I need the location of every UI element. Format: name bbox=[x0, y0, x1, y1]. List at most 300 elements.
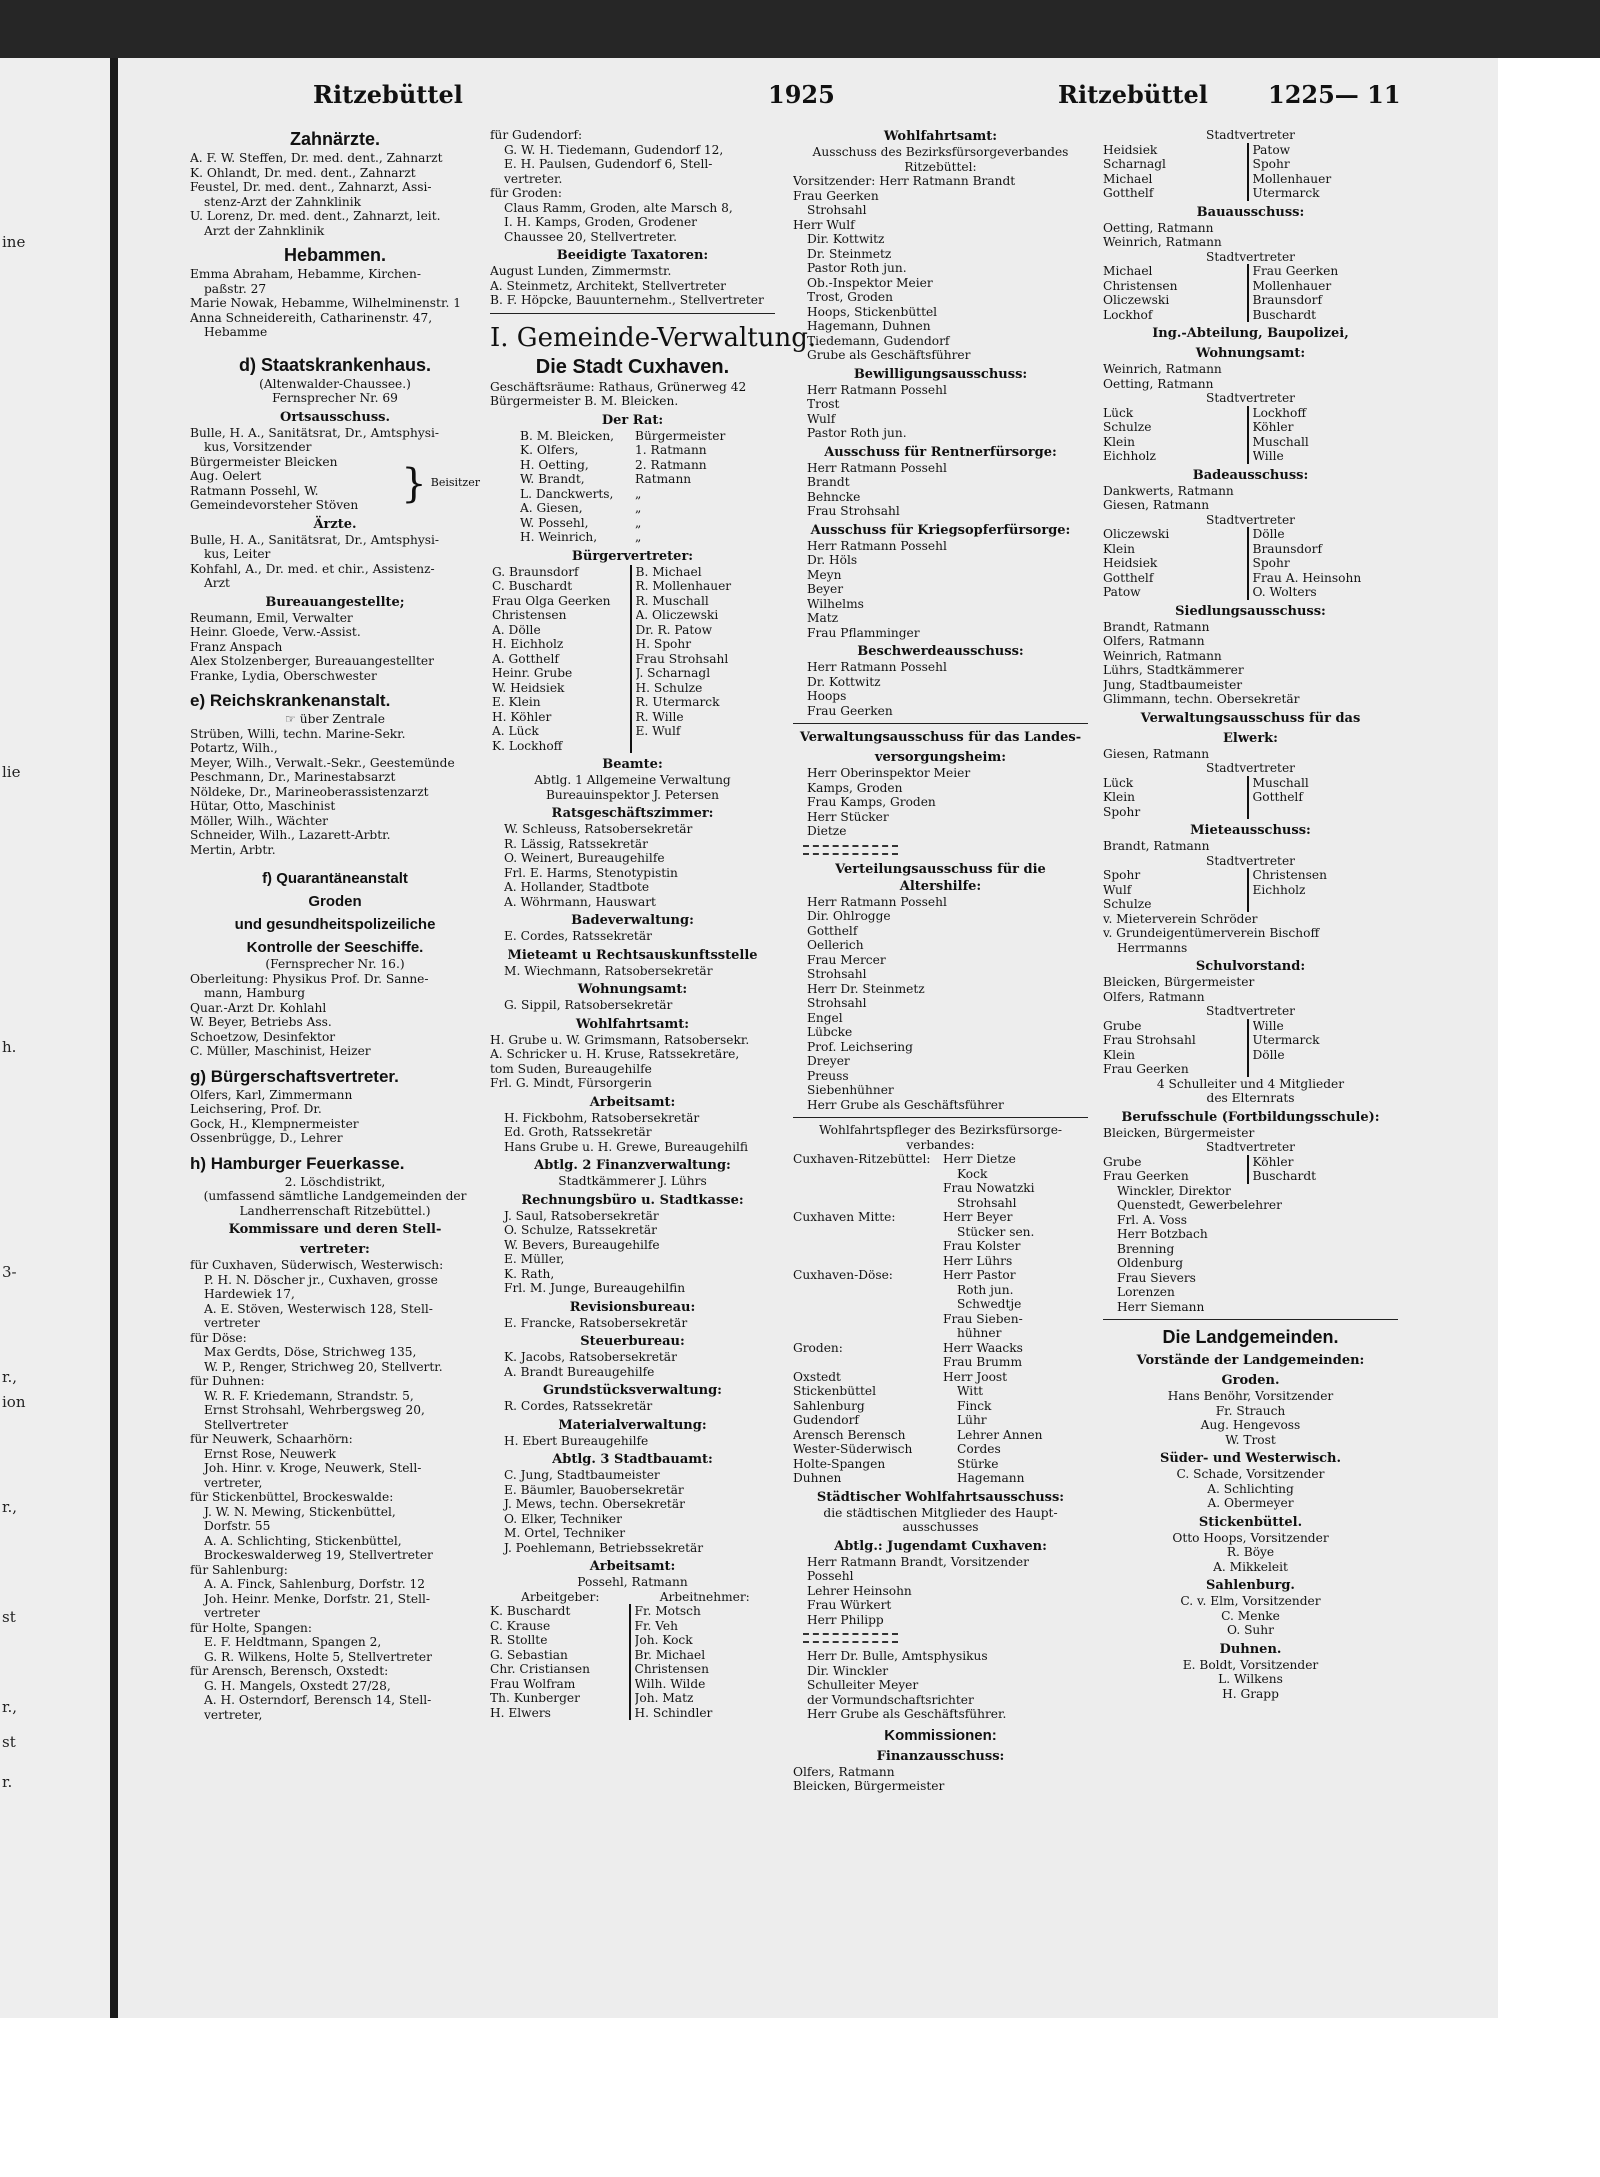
text-line: Herr Dr. Bulle, Amtsphysikus bbox=[807, 1649, 988, 1663]
text-line: Fr. Strauch bbox=[1215, 1403, 1286, 1418]
siedlung-list bbox=[1103, 620, 1398, 707]
sv8-title: Stadtvertreter bbox=[1205, 1140, 1295, 1154]
sv8-table bbox=[1103, 1155, 1398, 1184]
table-cell: 2. Ratmann bbox=[635, 457, 707, 472]
reichs-list bbox=[190, 727, 480, 858]
text-line: K. Ohlandt, Dr. med. dent., Zahnarzt bbox=[190, 165, 416, 180]
stickenbuettel-title: Stickenbüttel. bbox=[1198, 1514, 1303, 1530]
badeverwaltung-title: Badeverwaltung: bbox=[571, 913, 694, 928]
beisitzer-list bbox=[190, 455, 397, 513]
text-line: Behncke bbox=[807, 489, 861, 504]
text-line: W. Beyer, Betriebs Ass. bbox=[190, 1015, 332, 1029]
table-cell: Christensen bbox=[1103, 279, 1249, 294]
table-cell: Bürgermeister bbox=[635, 428, 726, 443]
table-cell: Frau Geerken bbox=[1103, 1169, 1249, 1184]
text-line: Herr Wulf bbox=[793, 217, 855, 232]
aerzte-list bbox=[190, 533, 480, 591]
text-line: Ritzebüttel: bbox=[904, 159, 977, 174]
text-line: Feustel, Dr. med. dent., Zahnarzt, Assi- bbox=[190, 180, 432, 194]
table-cell: Herr Waacks bbox=[943, 1340, 1023, 1355]
table-cell: Cuxhaven-Ritzebüttel: bbox=[793, 1152, 931, 1166]
aerzte-title: Ärzte. bbox=[313, 516, 357, 532]
text-line: Herr Botzbach bbox=[1117, 1227, 1208, 1241]
sv6-title: Stadtvertreter bbox=[1205, 853, 1295, 868]
text-line: Nöldeke, Dr., Marineoberassistenzarzt bbox=[190, 784, 429, 799]
sahlenburg-list bbox=[1103, 1594, 1398, 1638]
text-line: Strohsahl bbox=[807, 996, 867, 1010]
bauausschuss-list bbox=[1103, 221, 1398, 250]
text-line: A. Wöhrmann, Hauswart bbox=[504, 894, 656, 909]
mieteausschuss-list bbox=[1103, 839, 1398, 854]
arbeitsamt2-list bbox=[490, 1575, 775, 1590]
table-cell: Gotthelf bbox=[1252, 790, 1303, 804]
text-line: B. F. Höpcke, Bauunternehm., Stellvertreter bbox=[490, 293, 764, 307]
text-line: Stadtkämmerer J. Lührs bbox=[558, 1174, 707, 1188]
table-cell: Klein bbox=[1103, 435, 1249, 450]
text-line: Reumann, Emil, Verwalter bbox=[190, 610, 353, 625]
text-line: Herr Ratmann Possehl bbox=[807, 894, 947, 909]
ortsausschuss-list bbox=[190, 426, 480, 455]
text-line: Landherrenschaft Ritzebüttel.) bbox=[239, 1203, 431, 1218]
rat-title: Der Rat: bbox=[601, 412, 664, 428]
jugendamt-title: Abtlg.: Jugendamt Cuxhaven: bbox=[834, 1538, 1047, 1554]
table-cell bbox=[793, 1283, 943, 1298]
text-line: Otto Hoops, Vorsitzender bbox=[1172, 1530, 1329, 1545]
ratsgeschaeftszimmer-title: Ratsgeschäftszimmer: bbox=[551, 806, 714, 821]
table-cell: R. Wille bbox=[635, 709, 684, 724]
text-line: stenz-Arzt der Zahnklinik bbox=[204, 194, 362, 209]
text-line: Claus Ramm, Groden, alte Marsch 8, bbox=[504, 200, 733, 215]
text-line: Gock, H., Klempnermeister bbox=[190, 1116, 359, 1131]
text-line: ausschusses bbox=[902, 1520, 979, 1534]
text-line: Herr Ratmann Possehl bbox=[807, 660, 947, 674]
table-cell: G. Sebastian bbox=[490, 1648, 631, 1663]
text-line: A. Mikkeleit bbox=[1213, 1559, 1288, 1574]
text-line: für Arensch, Berensch, Oxstedt: bbox=[190, 1664, 389, 1678]
bewilligung-list bbox=[793, 383, 1088, 441]
text-line: I. H. Kamps, Groden, Grodener bbox=[504, 215, 697, 229]
text-line: Leichsering, Prof. Dr. bbox=[190, 1102, 322, 1116]
text-line: Anna Schneidereith, Catharinenstr. 47, bbox=[190, 310, 433, 325]
table-cell: Wille bbox=[1252, 1018, 1284, 1033]
landgemeinden-title: Die Landgemeinden. bbox=[1162, 1327, 1339, 1347]
text-line: Arzt der Zahnklinik bbox=[204, 223, 325, 238]
text-line: (Altenwalder-Chaussee.) bbox=[259, 376, 411, 391]
text-line: A. Schricker u. H. Kruse, Ratssekretäre, bbox=[490, 1047, 740, 1061]
text-line: H. Ebert Bureaugehilfe bbox=[504, 1433, 649, 1448]
schulvorstand-list bbox=[1103, 975, 1398, 1004]
staedtischer-ausschuss-title: Städtischer Wohlfahrtsausschuss: bbox=[816, 1489, 1065, 1505]
arbeitsamt-title: Arbeitsamt: bbox=[589, 1094, 676, 1110]
taxatoren-list bbox=[490, 264, 775, 308]
text-line: A. F. W. Steffen, Dr. med. dent., Zahnarzt bbox=[190, 151, 443, 165]
table-cell: Wille bbox=[1252, 449, 1284, 463]
text-line: Olfers, Ratmann bbox=[1103, 989, 1205, 1004]
table-cell: Spohr bbox=[1252, 556, 1290, 570]
text-line: Lorenzen bbox=[1117, 1285, 1175, 1299]
table-cell: Köhler bbox=[1252, 420, 1294, 434]
quarantaene-title bbox=[190, 869, 480, 957]
header-year: 1925 bbox=[768, 80, 835, 109]
table-cell: H. Köhler bbox=[492, 710, 632, 725]
text-line: Herr Stücker bbox=[807, 809, 889, 824]
text-line: Meyn bbox=[807, 567, 842, 582]
table-cell: Fr. Motsch bbox=[634, 1604, 701, 1618]
table-cell: Christensen bbox=[634, 1662, 709, 1676]
text-line: für Döse: bbox=[190, 1330, 247, 1345]
hebammen-title: Hebammen. bbox=[283, 245, 387, 265]
quarantaene-list bbox=[190, 972, 480, 1059]
rechnungsbuero-title: Rechnungsbüro u. Stadtkasse: bbox=[521, 1192, 744, 1208]
spine-text-fragment: 3- bbox=[2, 1263, 17, 1281]
table-cell: Lehrer Annen bbox=[957, 1427, 1043, 1442]
table-cell: W. Heidsiek bbox=[492, 681, 632, 696]
table-cell: Holte-Spangen bbox=[793, 1456, 886, 1471]
table-cell: Cordes bbox=[957, 1442, 1001, 1456]
ortsausschuss-title: Ortsausschuss. bbox=[280, 409, 390, 425]
text-line: K. Jacobs, Ratsobersekretär bbox=[504, 1350, 677, 1364]
text-line: Herr Oberinspektor Meier bbox=[807, 766, 971, 780]
text-line: Potartz, Wilh., bbox=[190, 741, 278, 755]
text-line: Lührs, Stadtkämmerer bbox=[1103, 663, 1244, 677]
table-cell: Muschall bbox=[1252, 775, 1309, 790]
spine-text-fragment: ion bbox=[2, 1393, 26, 1411]
text-line: Hans Grube u. H. Grewe, Bureaugehilfi bbox=[504, 1139, 749, 1154]
table-cell: Chr. Cristiansen bbox=[490, 1662, 631, 1677]
text-line: Arzt bbox=[204, 576, 230, 590]
table-cell: Frau Sieben- bbox=[943, 1311, 1023, 1326]
table-cell: Buschardt bbox=[1252, 1169, 1317, 1183]
table-cell: Grube bbox=[1103, 1155, 1249, 1170]
text-line: O. Suhr bbox=[1227, 1623, 1274, 1637]
text-line: Tiedemann, Gudendorf bbox=[807, 333, 950, 348]
landesversorgungsheim-title bbox=[793, 729, 1088, 766]
text-line: O. Elker, Techniker bbox=[504, 1511, 622, 1526]
duhnen-list bbox=[1103, 1658, 1398, 1702]
table-cell: Lück bbox=[1103, 776, 1249, 791]
table-cell bbox=[793, 1326, 943, 1341]
table-cell: Michael bbox=[1103, 172, 1249, 187]
berufsschule-list bbox=[1103, 1126, 1398, 1141]
scan-top-band bbox=[0, 0, 1600, 58]
table-cell: H. Spohr bbox=[635, 637, 692, 651]
text-line: Dr. Steinmetz bbox=[807, 246, 892, 261]
table-cell: Braunsdorf bbox=[1252, 541, 1322, 556]
text-line: W. Schleuss, Ratsobersekretär bbox=[504, 822, 693, 836]
text-line: für Holte, Spangen: bbox=[190, 1620, 313, 1635]
text-line: Strüben, Willi, techn. Marine-Sekr. bbox=[190, 726, 406, 741]
text-line: G. Sippil, Ratsobersekretär bbox=[504, 998, 673, 1012]
text-line: Brandt bbox=[807, 475, 850, 489]
bauausschuss-title: Bauausschuss: bbox=[1196, 204, 1305, 220]
spine-text-fragment: r., bbox=[2, 1498, 18, 1516]
text-line: Dankwerts, Ratmann bbox=[1103, 483, 1234, 498]
table-cell: J. Scharnagl bbox=[635, 666, 711, 680]
table-cell: Fr. Veh bbox=[634, 1618, 678, 1633]
table-cell: Patow bbox=[1103, 585, 1249, 600]
text-line: C. Schade, Vorsitzender bbox=[1176, 1467, 1325, 1481]
text-line: Herr Ratmann Possehl bbox=[807, 460, 947, 475]
table-cell: Gotthelf bbox=[1103, 571, 1249, 586]
table-cell: A. Oliczewski bbox=[635, 608, 719, 622]
text-line: Frau Mercer bbox=[807, 952, 886, 967]
text-line: H. Fickbohm, Ratsobersekretär bbox=[504, 1110, 700, 1125]
table-cell: Schwedtje bbox=[957, 1297, 1022, 1311]
text-line: Dorfstr. 55 bbox=[204, 1519, 271, 1533]
table-cell: Gudendorf bbox=[793, 1413, 859, 1427]
text-line: für Cuxhaven, Süderwisch, Westerwisch: bbox=[190, 1258, 444, 1272]
text-line: Winckler, Direktor bbox=[1117, 1183, 1231, 1198]
table-cell: Arensch Berensch bbox=[793, 1427, 906, 1442]
table-cell: K. Lockhoff bbox=[492, 739, 632, 754]
zahnaerzte-title: Zahnärzte. bbox=[289, 129, 381, 149]
text-line: Quar.-Arzt Dr. Kohlahl bbox=[190, 1000, 327, 1015]
finanzverwaltung-list bbox=[490, 1174, 775, 1189]
text-line: für Stickenbüttel, Brockeswalde: bbox=[190, 1490, 394, 1504]
beisitzer-group bbox=[190, 455, 480, 513]
schul-note bbox=[1103, 1077, 1398, 1106]
text-line: Trost, Groden bbox=[807, 290, 893, 304]
table-cell: Köhler bbox=[1252, 1154, 1294, 1169]
wohnungsamt-list bbox=[490, 998, 775, 1013]
table-cell: Utermarck bbox=[1252, 186, 1320, 200]
text-line: Dr. Höls bbox=[807, 553, 858, 567]
text-line: versorgungsheim: bbox=[874, 750, 1007, 765]
table-cell: Mollenhauer bbox=[1252, 278, 1332, 293]
text-line: vertreter, bbox=[204, 1475, 263, 1490]
text-line: Beyer bbox=[807, 582, 844, 596]
steuerbureau-list bbox=[490, 1350, 775, 1379]
table-cell: Br. Michael bbox=[634, 1647, 706, 1662]
badeverwaltung-list bbox=[490, 929, 775, 944]
text-line: Herr Philipp bbox=[807, 1612, 884, 1627]
table-cell: Eichholz bbox=[1252, 882, 1306, 897]
table-cell bbox=[793, 1167, 943, 1182]
text-line: des Elternrats bbox=[1206, 1091, 1295, 1105]
table-cell bbox=[1253, 1062, 1399, 1077]
text-line: vertreter bbox=[204, 1606, 260, 1620]
text-line: Pastor Roth jun. bbox=[807, 426, 907, 440]
text-line: Wilhelms bbox=[807, 596, 864, 611]
text-line: Hebamme bbox=[204, 325, 268, 339]
dash-rule bbox=[803, 845, 898, 847]
table-cell: B. M. Bleicken, bbox=[520, 428, 615, 443]
hebammen-list bbox=[190, 267, 480, 340]
text-line: f) Quarantäneanstalt bbox=[262, 870, 408, 887]
mieteausschuss-title: Mieteausschuss: bbox=[1190, 823, 1311, 838]
table-cell bbox=[793, 1181, 943, 1196]
table-cell: Lühr bbox=[957, 1413, 987, 1427]
text-line: Bureauinspektor J. Petersen bbox=[545, 787, 720, 802]
text-line: und gesundheitspolizeiliche bbox=[234, 916, 436, 933]
feuerkasse-sub bbox=[190, 1175, 480, 1219]
table-cell: R. Utermarck bbox=[635, 695, 720, 709]
table-cell: R. Mollenhauer bbox=[635, 579, 732, 593]
text-line: Bulle, H. A., Sanitätsrat, Dr., Amtsphysi- bbox=[190, 532, 439, 547]
groden-title: Groden. bbox=[1221, 1373, 1280, 1388]
text-line: Herr Grube als Geschäftsführer. bbox=[807, 1707, 1007, 1721]
text-line: Herr Ratmann Possehl bbox=[807, 538, 947, 553]
text-line: Emma Abraham, Hebamme, Kirchen- bbox=[190, 267, 421, 281]
text-line: für Duhnen: bbox=[190, 1374, 265, 1388]
text-line: C. Jung, Stadtbaumeister bbox=[504, 1468, 660, 1482]
text-line: Ernst Strohsahl, Wehrbergsweg 20, bbox=[204, 1403, 425, 1417]
table-cell: Frau A. Heinsohn bbox=[1252, 570, 1362, 585]
schulvorstand-title: Schulvorstand: bbox=[1195, 959, 1306, 974]
text-line: verbandes: bbox=[906, 1137, 975, 1152]
sv3-table bbox=[1103, 406, 1398, 464]
table-cell: Dölle bbox=[1252, 1047, 1285, 1062]
table-cell: H. Oetting, bbox=[520, 457, 589, 472]
text-line: W. Bevers, Bureaugehilfe bbox=[504, 1237, 660, 1252]
text-line: vertreter bbox=[204, 1316, 260, 1330]
text-line: A. Obermeyer bbox=[1207, 1496, 1294, 1510]
text-line: Matz bbox=[807, 611, 839, 625]
table-cell: E. Klein bbox=[492, 695, 632, 710]
text-line: kus, Leiter bbox=[204, 547, 271, 561]
text-line: für Sahlenburg: bbox=[190, 1562, 288, 1577]
text-line: A. Steinmetz, Architekt, Stellvertreter bbox=[490, 278, 726, 293]
table-cell bbox=[793, 1254, 943, 1269]
table-cell: hühner bbox=[957, 1326, 1002, 1340]
text-line: Hardewiek 17, bbox=[204, 1287, 295, 1301]
siedlung-title: Siedlungsausschuss: bbox=[1175, 603, 1326, 619]
text-line: Frau Pflamminger bbox=[807, 625, 920, 640]
sv4-title: Stadtvertreter bbox=[1205, 512, 1295, 527]
table-cell: Lockhoff bbox=[1252, 405, 1306, 420]
text-line: kus, Vorsitzender bbox=[204, 440, 312, 454]
table-cell: B. Michael bbox=[635, 564, 702, 579]
text-line: Möller, Wilh., Wächter bbox=[190, 813, 328, 828]
buergervertreter-title: Bürgervertreter: bbox=[571, 548, 694, 564]
text-line: C. Müller, Maschinist, Heizer bbox=[190, 1044, 371, 1058]
text-line: Ob.-Inspektor Meier bbox=[807, 275, 933, 290]
text-line: v. Grundeigentümerverein Bischoff bbox=[1103, 926, 1320, 940]
text-line: Frau Würkert bbox=[807, 1598, 892, 1612]
text-line: J. W. N. Mewing, Stickenbüttel, bbox=[204, 1504, 396, 1519]
table-cell: Herr Lührs bbox=[943, 1253, 1013, 1268]
text-line: Hans Benöhr, Vorsitzender bbox=[1167, 1389, 1334, 1403]
table-cell bbox=[793, 1225, 943, 1240]
spine-text-fragment: r., bbox=[2, 1698, 18, 1716]
zahnaerzte-list bbox=[190, 151, 480, 238]
text-line: Olfers, Karl, Zimmermann bbox=[190, 1087, 353, 1102]
text-line: v. Mieterverein Schröder bbox=[1103, 911, 1258, 926]
table-cell: L. Danckwerts, bbox=[520, 486, 614, 501]
landesversorgungsheim-list bbox=[793, 766, 1088, 839]
wohlfahrtsamt3-sub bbox=[793, 145, 1088, 174]
text-line: Engel bbox=[807, 1010, 843, 1025]
table-cell: H. Schulze bbox=[635, 680, 703, 695]
text-line: 4 Schulleiter und 4 Mitglieder bbox=[1156, 1076, 1345, 1091]
table-cell: Frau Olga Geerken bbox=[492, 594, 632, 609]
berufsschule-title: Berufsschule (Fortbildungsschule): bbox=[1121, 1109, 1380, 1125]
table-cell: Wilh. Wilde bbox=[634, 1676, 706, 1691]
buergervertreter-table bbox=[490, 565, 775, 754]
text-line: E. Cordes, Ratssekretär bbox=[504, 929, 652, 943]
table-cell: H. Elwers bbox=[490, 1706, 631, 1721]
table-cell bbox=[793, 1239, 943, 1254]
arbeitsamt2-title: Arbeitsamt: bbox=[589, 1559, 676, 1574]
table-cell: Th. Kunberger bbox=[490, 1691, 631, 1706]
mieteamt-list bbox=[490, 964, 775, 979]
text-line: Stellvertreter bbox=[204, 1417, 289, 1432]
text-line: Siebenhühner bbox=[807, 1083, 894, 1097]
text-line: Brenning bbox=[1117, 1241, 1175, 1256]
kommissare-title bbox=[190, 1221, 480, 1258]
text-line: H. Grube u. W. Grimsmann, Ratsobersekr. bbox=[490, 1032, 750, 1047]
table-cell bbox=[793, 1312, 943, 1327]
table-cell: H. Weinrich, bbox=[520, 530, 598, 544]
text-line: Lehrer Heinsohn bbox=[807, 1583, 912, 1598]
text-line: Olfers, Ratmann bbox=[1103, 634, 1205, 648]
text-line: R. Böye bbox=[1226, 1545, 1275, 1559]
text-line: Preuss bbox=[807, 1068, 849, 1083]
text-line: O. Weinert, Bureaugehilfe bbox=[504, 851, 665, 865]
table-cell: Wester-Süderwisch bbox=[793, 1442, 913, 1456]
table-cell: Cuxhaven Mitte: bbox=[793, 1210, 896, 1224]
text-line: Herr Dr. Steinmetz bbox=[807, 981, 925, 996]
text-line: Jung, Stadtbaumeister bbox=[1103, 677, 1243, 692]
spine-text-fragment: r. bbox=[2, 1773, 13, 1791]
table-cell: H. Schindler bbox=[634, 1705, 713, 1720]
berufsschule2-list bbox=[1103, 1184, 1398, 1315]
table-cell: Klein bbox=[1103, 790, 1249, 805]
text-line: Dir. Winckler bbox=[807, 1663, 889, 1678]
text-line: Marie Nowak, Hebamme, Wilhelminenstr. 1 bbox=[190, 296, 461, 310]
text-line: Weinrich, Ratmann bbox=[1103, 235, 1222, 249]
table-cell: Ratmann bbox=[635, 472, 692, 486]
sv4-table bbox=[1103, 527, 1398, 600]
text-line: vertreter, bbox=[204, 1707, 263, 1722]
text-line: Frau Kamps, Groden bbox=[807, 795, 936, 809]
gv-info bbox=[490, 380, 775, 409]
spine-text-fragment: st bbox=[2, 1733, 16, 1751]
text-line: Herrmanns bbox=[1117, 940, 1188, 955]
table-cell: Herr Dietze bbox=[943, 1152, 1016, 1166]
text-line: Chaussee 20, Stellvertreter. bbox=[504, 229, 677, 244]
table-cell: Heinr. Grube bbox=[492, 666, 632, 681]
table-cell: Spohr bbox=[1103, 805, 1249, 820]
text-line: Giesen, Ratmann bbox=[1103, 498, 1210, 512]
text-line: vertreter: bbox=[300, 1242, 370, 1257]
table-cell: Gotthelf bbox=[1103, 186, 1249, 201]
text-line: W. Trost bbox=[1225, 1432, 1276, 1447]
text-line: Frl. E. Harms, Stenotypistin bbox=[504, 865, 678, 880]
table-cell: Finck bbox=[957, 1398, 992, 1413]
sv2-title: Stadtvertreter bbox=[1205, 249, 1295, 264]
text-line: Oellerich bbox=[807, 938, 864, 952]
text-line: Herr Ratmann Possehl bbox=[807, 382, 947, 397]
gemeinde-verwaltung-title: I. Gemeinde-Verwaltung. bbox=[490, 322, 817, 353]
table-cell: Buschardt bbox=[1252, 307, 1317, 322]
text-line: Hoops bbox=[807, 689, 847, 703]
text-line: Joh. Heinr. Menke, Dorfstr. 21, Stell- bbox=[204, 1591, 430, 1606]
wohlfahrtsamt-title: Wohlfahrtsamt: bbox=[575, 1016, 690, 1032]
table-cell: Braunsdorf bbox=[1252, 293, 1322, 307]
table-cell: A. Lück bbox=[492, 724, 632, 739]
header-left-title: Ritzebüttel bbox=[313, 80, 463, 109]
table-cell: Groden: bbox=[793, 1340, 843, 1355]
suederwisch-list bbox=[1103, 1467, 1398, 1511]
text-line: vertreter. bbox=[504, 171, 563, 186]
text-line: Abtlg. 1 Allgemeine Verwaltung bbox=[534, 773, 731, 787]
text-line: Meyer, Wilh., Verwalt.-Sekr., Geestemünde bbox=[190, 755, 455, 770]
text-line: Schulleiter Meyer bbox=[807, 1678, 919, 1692]
text-line: Glimmann, techn. Obersekretär bbox=[1103, 692, 1300, 706]
text-line: Kommissare und deren Stell- bbox=[228, 1222, 442, 1237]
text-line: M. Wiechmann, Ratsobersekretär bbox=[504, 963, 713, 978]
